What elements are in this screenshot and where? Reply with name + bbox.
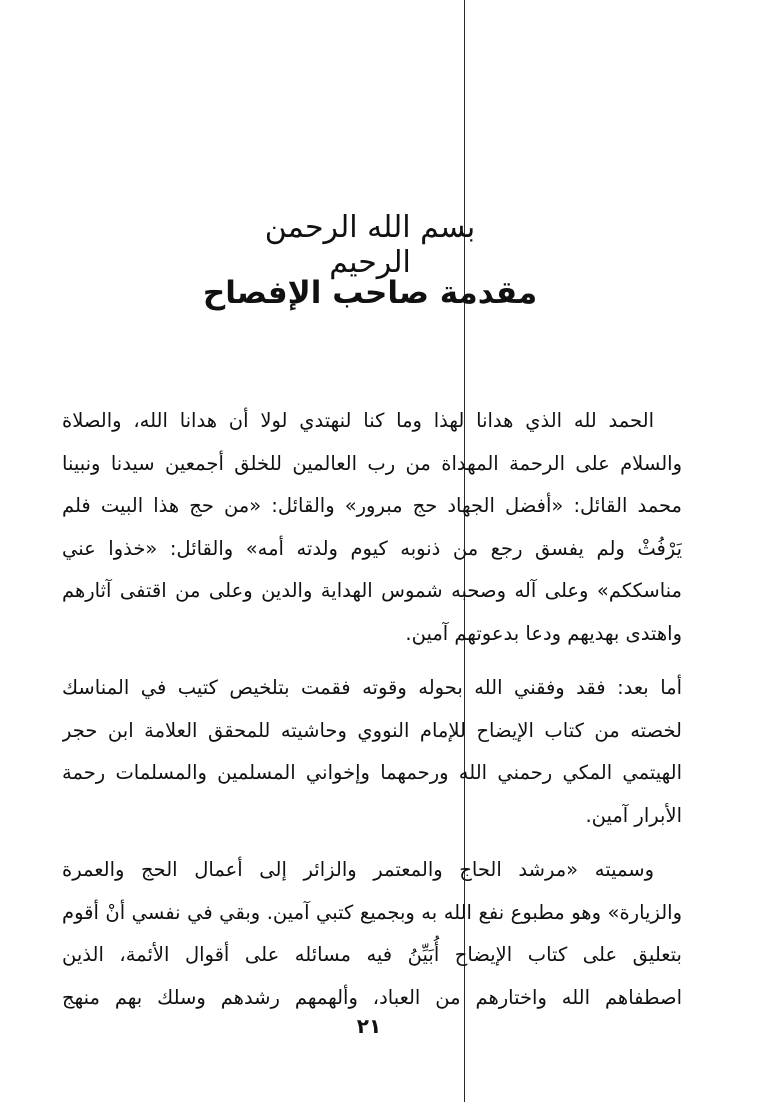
text-line: واهتدى بهديهم ودعا بدعوتهم آمين. bbox=[405, 621, 682, 645]
text-line: والزيارة» وهو مطبوع نفع الله به وبجميع كتبي آمين. وبقي في نفسي أنْ أقوم bbox=[62, 900, 682, 924]
text-line: أما بعد: فقد وفقني الله بحوله وقوته فقمت بتلخيص كتيب في المناسك bbox=[62, 676, 682, 699]
text-line: اصطفاهم الله واختارهم من العباد، وألهمهم رشدهم وسلك بهم منهج bbox=[62, 985, 682, 1009]
text-line: محمد القائل: «أفضل الجهاد حج مبرور» والقائل: «من حج هذا البيت فلم bbox=[62, 494, 682, 517]
text-line: والسلام على الرحمة المهداة من رب العالمين للخلق أجمعين سيدنا ونبينا bbox=[62, 451, 682, 475]
text-line: الحمد لله الذي هدانا لهذا وما كنا لنهتدي لولا أن هدانا الله، والصلاة bbox=[62, 409, 654, 432]
text-line: وسميته «مرشد الحاج والمعتمر والزائر إلى أعمال الحج والعمرة bbox=[62, 858, 654, 881]
text-line: لخصته من كتاب الإيضاح للإمام النووي وحاشيته للمحقق العلامة ابن حجر bbox=[62, 718, 682, 742]
paragraph-3 bbox=[62, 849, 682, 1019]
text-line: يَرْفُثْ ولم يفسق رجع من ذنوبه كيوم ولدته أمه» والقائل: «خذوا عني bbox=[62, 536, 682, 560]
basmala-calligraphy: بسم الله الرحمن الرحيم bbox=[264, 210, 476, 280]
text-line: بتعليق على كتاب الإيضاح أُبَيِّنُ فيه مسائله على أقوال الأئمة، الذين bbox=[62, 943, 682, 966]
text-line: الهيتمي المكي رحمني الله ورحمهما وإخواني المسلمين والمسلمات رحمة bbox=[62, 761, 682, 784]
chapter-title: مقدمة صاحب الإفصاح bbox=[202, 275, 538, 311]
paragraph-1 bbox=[62, 400, 682, 655]
page-number: ٢١ bbox=[356, 1014, 382, 1038]
text-line: مناسككم» وعلى آله وصحبه شموس الهداية والدين وعلى من اقتفى آثارهم bbox=[62, 579, 682, 602]
paragraph-2 bbox=[62, 667, 682, 837]
text-line: الأبرار آمين. bbox=[585, 803, 682, 827]
body-text bbox=[62, 400, 682, 1031]
